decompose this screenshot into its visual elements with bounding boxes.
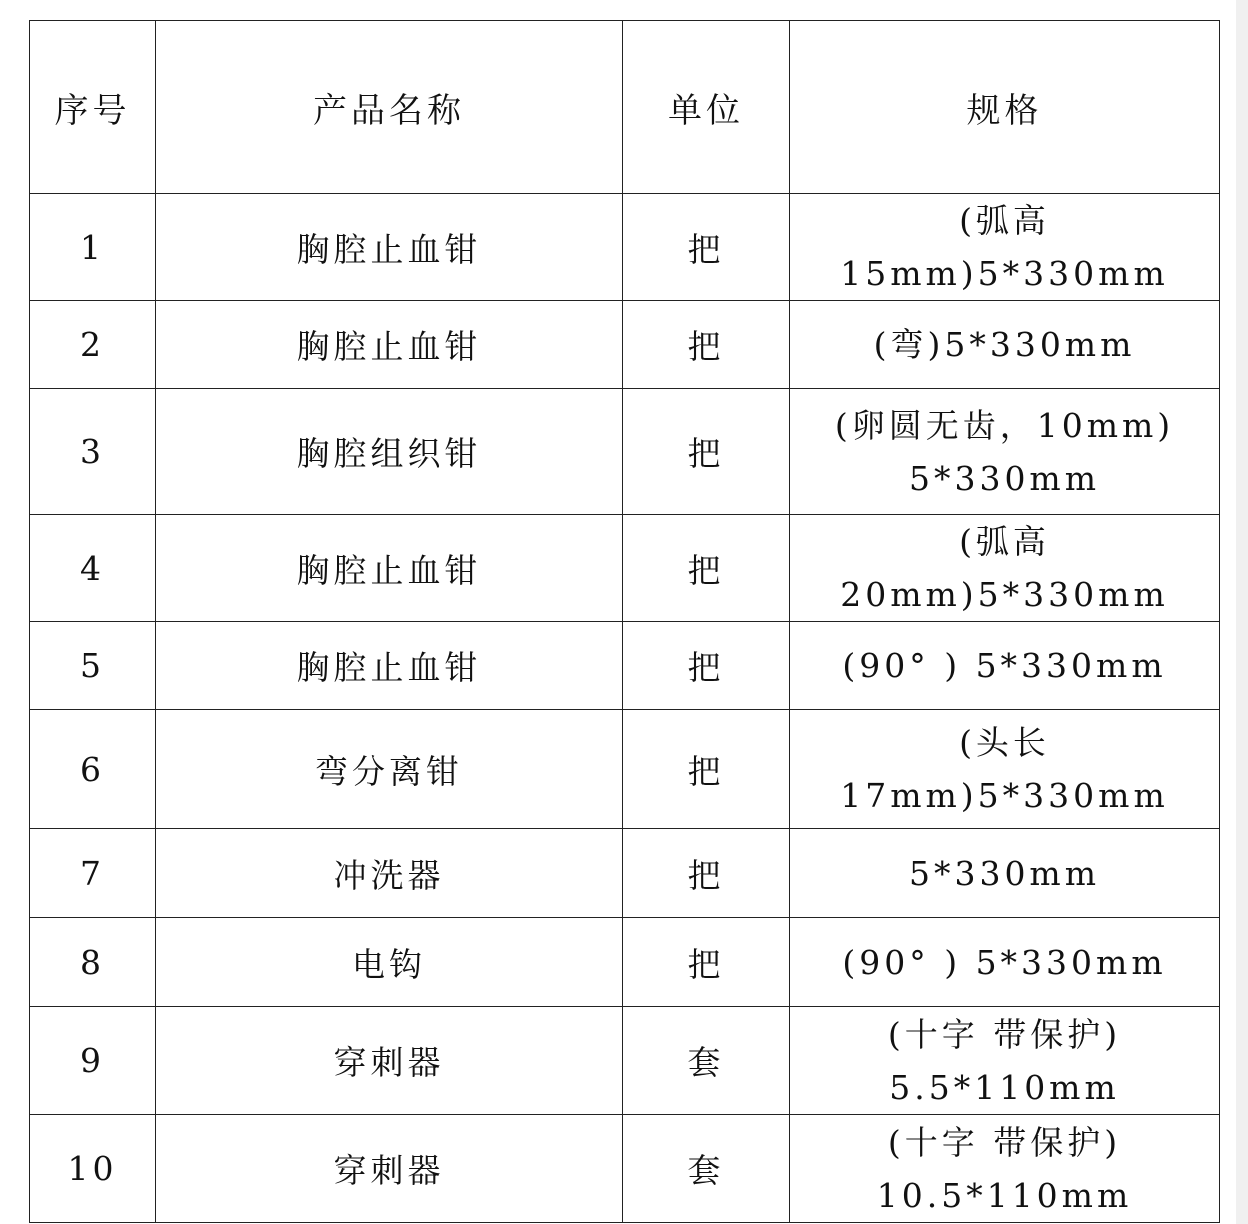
row-index-cell: 7 xyxy=(30,829,156,918)
unit-cell: 套 xyxy=(623,1007,790,1115)
spec-cell: 5*330mm xyxy=(790,829,1220,918)
product-name-cell: 胸腔止血钳 xyxy=(156,194,623,301)
spec-cell: (弯)5*330mm xyxy=(790,301,1220,389)
table-row xyxy=(30,515,1220,622)
table-body xyxy=(30,194,1220,1223)
table-row xyxy=(30,622,1220,710)
table-row xyxy=(30,918,1220,1007)
table-row xyxy=(30,1115,1220,1223)
unit-cell: 套 xyxy=(623,1115,790,1223)
unit-cell: 把 xyxy=(623,301,790,389)
spec-cell: (十字 带保护) 5.5*110mm xyxy=(790,1007,1220,1115)
row-index-cell: 1 xyxy=(30,194,156,301)
row-index-cell: 10 xyxy=(30,1115,156,1223)
unit-cell: 把 xyxy=(623,829,790,918)
spec-cell: (卵圆无齿，10mm) 5*330mm xyxy=(790,389,1220,515)
unit-cell: 把 xyxy=(623,622,790,710)
table-row xyxy=(30,829,1220,918)
product-name-cell: 电钩 xyxy=(156,918,623,1007)
product-spec-table xyxy=(29,20,1220,1223)
page-edge-strip xyxy=(1236,0,1248,1224)
unit-cell: 把 xyxy=(623,918,790,1007)
table-row xyxy=(30,389,1220,515)
product-name-cell: 冲洗器 xyxy=(156,829,623,918)
row-index-cell: 2 xyxy=(30,301,156,389)
product-name-cell: 胸腔止血钳 xyxy=(156,515,623,622)
table-row xyxy=(30,194,1220,301)
header-spec: 规格 xyxy=(790,21,1220,194)
product-name-cell: 胸腔止血钳 xyxy=(156,301,623,389)
row-index-cell: 5 xyxy=(30,622,156,710)
header-product-name: 产品名称 xyxy=(156,21,623,194)
row-index-cell: 8 xyxy=(30,918,156,1007)
unit-cell: 把 xyxy=(623,389,790,515)
header-unit: 单位 xyxy=(623,21,790,194)
product-name-cell: 胸腔组织钳 xyxy=(156,389,623,515)
row-index-cell: 9 xyxy=(30,1007,156,1115)
spec-cell: (90° ) 5*330mm xyxy=(790,918,1220,1007)
spec-cell: (90° ) 5*330mm xyxy=(790,622,1220,710)
table-row xyxy=(30,301,1220,389)
table-header-row xyxy=(30,21,1220,194)
spec-cell: (十字 带保护) 10.5*110mm xyxy=(790,1115,1220,1223)
product-name-cell: 胸腔止血钳 xyxy=(156,622,623,710)
spec-cell: (弧高 20mm)5*330mm xyxy=(790,515,1220,622)
table-row xyxy=(30,710,1220,829)
header-index: 序号 xyxy=(30,21,156,194)
unit-cell: 把 xyxy=(623,194,790,301)
spec-cell: (头长 17mm)5*330mm xyxy=(790,710,1220,829)
unit-cell: 把 xyxy=(623,515,790,622)
product-name-cell: 弯分离钳 xyxy=(156,710,623,829)
product-name-cell: 穿刺器 xyxy=(156,1007,623,1115)
row-index-cell: 3 xyxy=(30,389,156,515)
table-row xyxy=(30,1007,1220,1115)
spec-cell: (弧高 15mm)5*330mm xyxy=(790,194,1220,301)
row-index-cell: 6 xyxy=(30,710,156,829)
product-name-cell: 穿刺器 xyxy=(156,1115,623,1223)
row-index-cell: 4 xyxy=(30,515,156,622)
unit-cell: 把 xyxy=(623,710,790,829)
